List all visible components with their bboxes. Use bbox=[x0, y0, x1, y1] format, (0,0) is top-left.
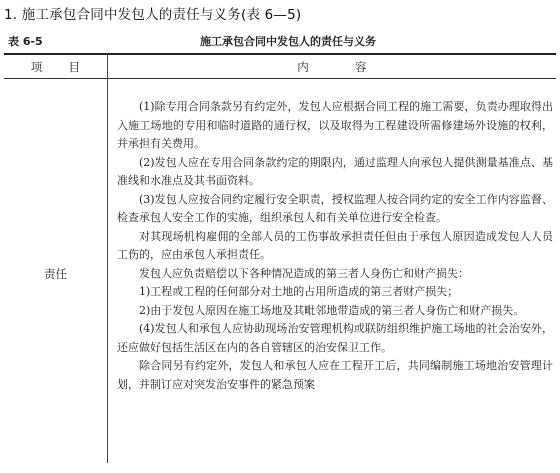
row-label-responsibility: 责任 bbox=[44, 267, 67, 281]
content-paragraph: 2)由于发包人原因在施工场地及其毗邻地带造成的第三者人身伤亡和财产损失。 bbox=[139, 303, 525, 317]
content-paragraph: (2)发包人应在专用合同条款约定的期限内，通过监理人向承包人提供测量基准点、基准线和水准点及其书面资料。 bbox=[117, 155, 553, 187]
content-paragraph: (4)发包人和承包人应协助现场治安管理机构或联防组织维护施工场地的社会治安外，还应做好包括生活区在内的各自管辖区的治安保卫工作。 bbox=[117, 322, 553, 354]
row-content bbox=[117, 98, 553, 394]
table-header-rule bbox=[4, 78, 556, 79]
column-header-item: 项 目 bbox=[30, 60, 81, 74]
content-paragraph: 对其现场机构雇佣的全部人员的工伤事故承担责任但由于承包人原因造成发包人人员工伤的，应由承包人承担责任。 bbox=[117, 229, 553, 261]
table-caption bbox=[4, 33, 556, 49]
table-column-divider bbox=[107, 55, 108, 463]
content-paragraph: (1)除专用合同条款另有约定外，发包人应根据合同工程的施工需要，负责办理取得出入施工场地的专用和临时道路的通行权，以及取得为工程建设所需修建场外设施的权利，并承担有关费用。 bbox=[117, 100, 553, 150]
content-paragraph: (3)发包人应按合同约定履行安全职责，授权监理人按合同约定的安全工作内容监督、检查承包人安全工作的实施，组织承包人和有关单位进行安全检查。 bbox=[117, 192, 553, 224]
table-number: 表 6-5 bbox=[8, 35, 43, 48]
content-paragraph: 除合同另有约定外，发包人和承包人应在工程开工后，共同编制施工场地治安管理计划，并制订应对突发治安事件的紧急预案 bbox=[117, 359, 553, 391]
column-header-content: 内 容 bbox=[297, 60, 367, 74]
table-top-rule bbox=[4, 53, 556, 55]
section-heading: 1. 施工承包合同中发包人的责任与义务(表 6—5) bbox=[4, 7, 302, 23]
table-title: 施工承包合同中发包人的责任与义务 bbox=[200, 35, 376, 48]
content-paragraph: 1)工程或工程的任何部分对土地的占用所造成的第三者财产损失； bbox=[139, 285, 459, 298]
content-paragraph: 发包人应负责赔偿以下各种情况造成的第三者人身伤亡和财产损失： bbox=[139, 266, 469, 280]
